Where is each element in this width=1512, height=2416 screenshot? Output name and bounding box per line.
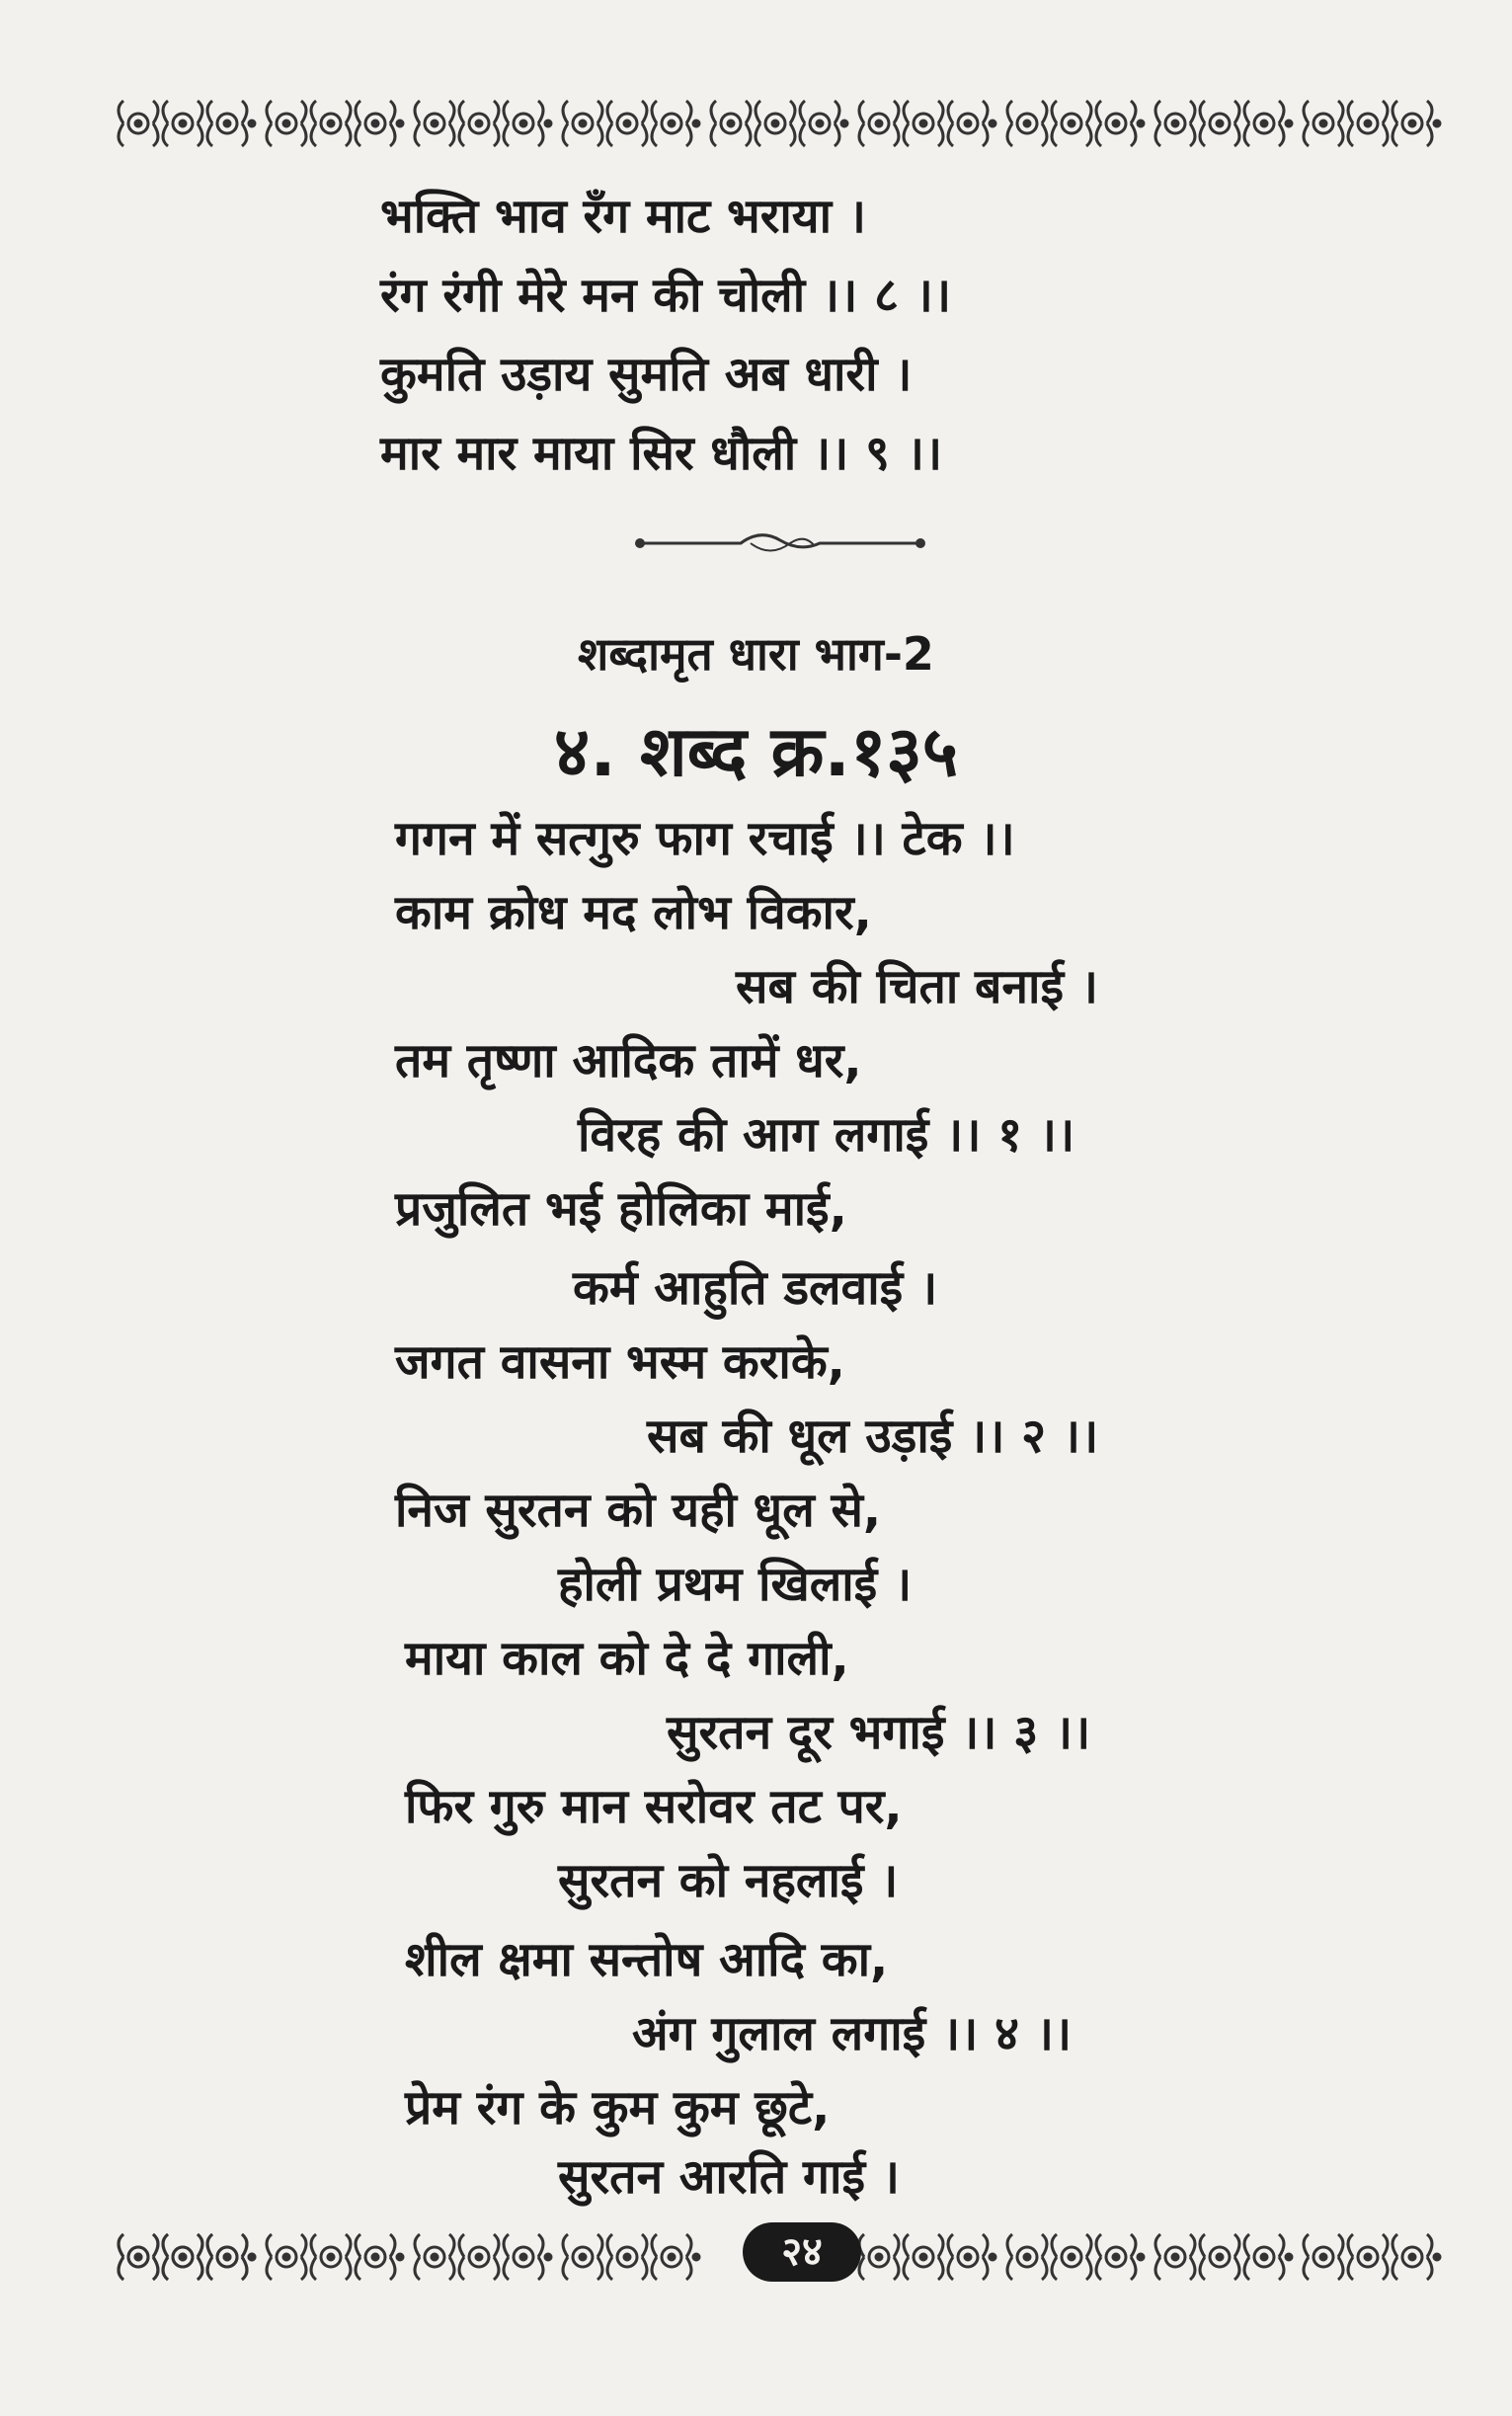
verse-line: प्रजुलित भई होलिका माई,: [395, 1181, 847, 1237]
top-floral-border: [109, 89, 1442, 158]
verse-line: सुरतन दूर भगाई ।। ३ ।।: [667, 1705, 1091, 1760]
verse-line: कर्म आहुति डलवाई ।: [573, 1260, 938, 1316]
verse-line: काम क्रोध मद लोभ विकार,: [395, 885, 872, 940]
verse-line: प्रेम रंग के कुम कुम छूटे,: [405, 2080, 831, 2135]
verse-line: विरह की आग लगाई ।। १ ।।: [578, 1107, 1075, 1163]
verse-line: निज सुरतन को यही धूल से,: [395, 1483, 882, 1538]
section-divider-ornament: [632, 519, 928, 568]
verse-line: सुरतन आरति गाई ।: [558, 2149, 900, 2205]
verse-line: मार मार माया सिर धौली ।। ९ ।।: [380, 426, 943, 481]
verse-line: जगत वासना भस्म कराके,: [395, 1334, 845, 1390]
verse-line: फिर गुरु मान सरोवर तट पर,: [405, 1779, 903, 1834]
verse-line: सब की धूल उड़ाई ।। २ ।।: [647, 1409, 1099, 1464]
verse-line: रंग रंगी मेरे मन की चोली ।। ८ ।।: [380, 268, 952, 323]
verse-line: माया काल को दे दे गाली,: [405, 1631, 849, 1686]
verse-line: कुमति उड़ाय सुमति अब धारी ।: [380, 347, 913, 402]
verse-line: सब की चिता बनाई ।: [736, 959, 1098, 1014]
verse-line: शील क्षमा सन्तोष आदि का,: [405, 1932, 889, 1987]
verse-line: गगन में सत्गुरु फाग रचाई ।। टेक ।।: [395, 811, 1015, 866]
page-number-badge: २४: [743, 2222, 861, 2282]
verse-line: तम तृष्णा आदिक तामें धर,: [395, 1033, 862, 1088]
verse-line: होली प्रथम खिलाई ।: [558, 1557, 913, 1612]
section-subtitle: शब्दामृत धारा भाग-2: [578, 627, 934, 681]
section-title: ४. शब्द क्र.१३५: [553, 711, 959, 792]
verse-line: भक्ति भाव रँग माट भराया ।: [380, 189, 866, 244]
verse-line: सुरतन को नहलाई ।: [558, 1853, 899, 1908]
verse-line: अंग गुलाल लगाई ।। ४ ।।: [632, 2006, 1073, 2061]
